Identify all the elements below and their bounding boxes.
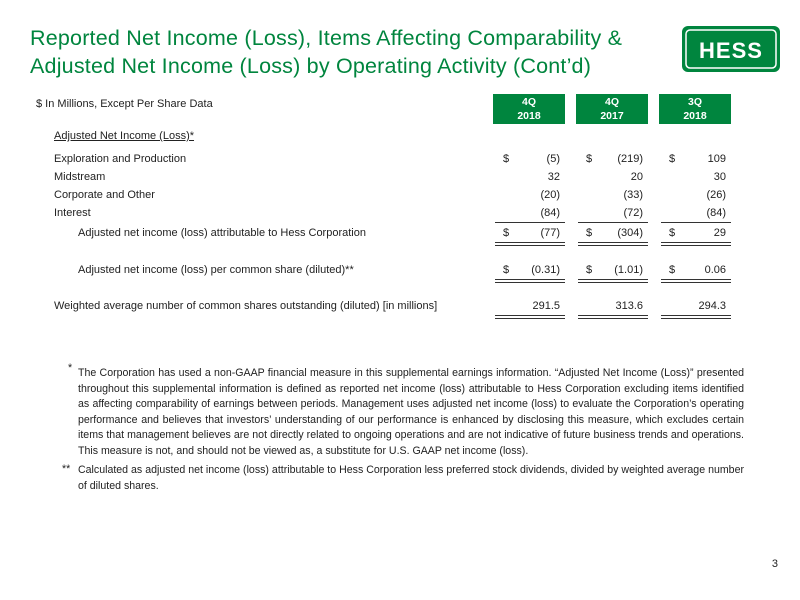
footnote-text: The Corporation has used a non-GAAP financial measure in this supplemental earnings information. “Adjusted Net Income (Loss)” presented throughout this supplemental information is defined as reported net income (loss) attributable to Hess Corporation excluding items identified as affecting comparability of earnings between periods. Management uses adjusted net income (loss) to evaluate the Corporation’s operating performance and believes that investors’ understanding of our performance is enhanced by disclosing this measure, which excludes certain items that management believes are not directly related to ongoing operations and are not indicative of future business trends and operations. This measure is not, and should not be viewed as, a substitute for U.S. GAAP net income (loss). bbox=[78, 367, 744, 457]
column-header-4q-2017 bbox=[576, 94, 648, 124]
currency-symbol: $ bbox=[503, 227, 510, 239]
column-header-3q-2018 bbox=[659, 94, 731, 124]
value-4q-2018: (84) bbox=[540, 207, 560, 219]
currency-symbol: $ bbox=[586, 153, 593, 165]
column-year: 2017 bbox=[600, 110, 624, 122]
row-label: Adjusted net income (loss) per common share (diluted)** bbox=[78, 264, 354, 276]
value-4q-2018: (20) bbox=[540, 189, 560, 201]
column-period: 4Q bbox=[604, 96, 619, 108]
row-label: Exploration and Production bbox=[54, 153, 187, 165]
footnote-mark: ** bbox=[62, 463, 71, 475]
currency-symbol: $ bbox=[669, 264, 676, 276]
page-title bbox=[30, 24, 670, 80]
value-3q-2018: (26) bbox=[706, 189, 726, 201]
footnote-mark: * bbox=[68, 362, 73, 374]
currency-symbol: $ bbox=[586, 264, 593, 276]
value-3q-2018: 29 bbox=[713, 227, 726, 239]
column-period: 3Q bbox=[687, 96, 702, 108]
total-double-rule bbox=[495, 315, 565, 319]
subtotal-rule bbox=[495, 222, 565, 223]
subtotal-rule bbox=[578, 222, 648, 223]
value-3q-2018: (84) bbox=[706, 207, 726, 219]
row-label: Midstream bbox=[54, 171, 106, 183]
currency-symbol: $ bbox=[669, 227, 676, 239]
column-year: 2018 bbox=[683, 110, 707, 122]
total-double-rule bbox=[661, 315, 731, 319]
column-header-4q-2018 bbox=[493, 94, 565, 124]
total-double-rule bbox=[578, 279, 648, 283]
value-3q-2018: 0.06 bbox=[704, 264, 726, 276]
total-double-rule bbox=[495, 242, 565, 246]
section-title: Adjusted Net Income (Loss)* bbox=[54, 130, 195, 142]
value-4q-2018: 32 bbox=[547, 171, 560, 183]
page-number: 3 bbox=[771, 558, 778, 570]
hess-logo bbox=[682, 26, 780, 72]
currency-symbol: $ bbox=[503, 153, 510, 165]
currency-symbol: $ bbox=[669, 153, 676, 165]
total-double-rule bbox=[661, 279, 731, 283]
units-label: $ In Millions, Except Per Share Data bbox=[36, 98, 213, 110]
column-period: 4Q bbox=[521, 96, 536, 108]
total-double-rule bbox=[578, 242, 648, 246]
value-4q-2018: (5) bbox=[546, 153, 560, 165]
value-4q-2017: (304) bbox=[617, 227, 643, 239]
value-4q-2018: 291.5 bbox=[532, 300, 560, 312]
value-4q-2017: (1.01) bbox=[614, 264, 643, 276]
total-double-rule bbox=[495, 279, 565, 283]
title-line-1: Reported Net Income (Loss), Items Affecting Comparability & bbox=[30, 26, 623, 50]
value-4q-2017: (33) bbox=[623, 189, 643, 201]
row-label: Interest bbox=[54, 207, 91, 219]
value-4q-2017: (72) bbox=[623, 207, 643, 219]
title-line-2: Adjusted Net Income (Loss) by Operating Activity (Cont’d) bbox=[30, 54, 592, 78]
total-double-rule bbox=[578, 315, 648, 319]
logo-text: HESS bbox=[699, 38, 763, 63]
subtotal-rule bbox=[661, 222, 731, 223]
value-3q-2018: 109 bbox=[707, 153, 726, 165]
value-4q-2018: (0.31) bbox=[531, 264, 560, 276]
value-4q-2017: 313.6 bbox=[615, 300, 643, 312]
row-label: Adjusted net income (loss) attributable to Hess Corporation bbox=[78, 227, 366, 239]
currency-symbol: $ bbox=[586, 227, 593, 239]
value-4q-2017: (219) bbox=[617, 153, 643, 165]
column-year: 2018 bbox=[517, 110, 541, 122]
value-3q-2018: 30 bbox=[713, 171, 726, 183]
footnote-text: Calculated as adjusted net income (loss) attributable to Hess Corporation less preferred stock dividends, divided by weighted average number of diluted shares. bbox=[78, 464, 744, 492]
total-double-rule bbox=[661, 242, 731, 246]
value-4q-2017: 20 bbox=[630, 171, 643, 183]
row-label: Weighted average number of common shares outstanding (diluted) [in millions] bbox=[54, 300, 438, 312]
row-label: Corporate and Other bbox=[54, 189, 155, 201]
value-3q-2018: 294.3 bbox=[698, 300, 726, 312]
value-4q-2018: (77) bbox=[540, 227, 560, 239]
currency-symbol: $ bbox=[503, 264, 510, 276]
